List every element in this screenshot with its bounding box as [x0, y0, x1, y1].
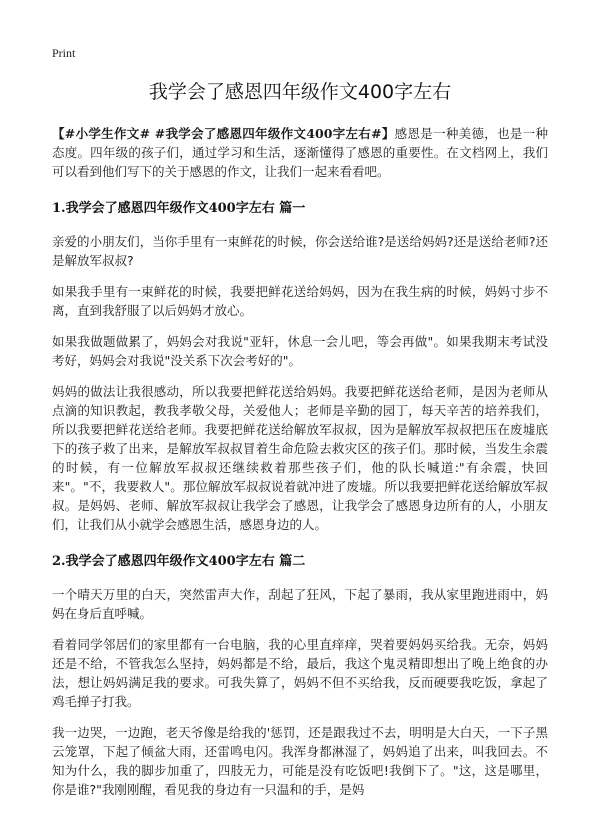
paragraph: 如果我做题做累了，妈妈会对我说"亚轩，休息一会儿吧，等会再做"。如果我期末考试没考好，妈妈会对我说"没关系下次会考好的"。: [52, 334, 548, 368]
section-heading: 2.我学会了感恩四年级作文400字左右 篇二: [52, 554, 306, 569]
paragraph: 看着同学邻居们的家里都有一台电脑，我的心里直痒痒，哭着要妈妈买给我。无奈，妈妈还是不给，不管我怎么坚持，妈妈都是不给，最后，我这个鬼灵精即想出了晚上绝食的办法，想让妈妈满足我的要求。可我失算了，妈妈不但不买给我，反而硬要我吃饭，拿起了鸡毛掸子打我。: [52, 637, 548, 709]
article-body: [52, 124, 548, 811]
section-heading: 1.我学会了感恩四年级作文400字左右 篇一: [52, 201, 306, 216]
article-tags: 【#小学生作文# #我学会了感恩四年级作文400字左右#】: [52, 126, 395, 141]
paragraph: 一个晴天万里的白天，突然雷声大作，刮起了狂风，下起了暴雨，我从家里跑进雨中，妈妈在身后直呼喊。: [52, 587, 548, 621]
intro-paragraph: [52, 124, 548, 181]
paragraph: 亲爱的小朋友们，当你手里有一束鲜花的时候，你会送给谁?是送给妈妈?还是送给老师?还是解放军叔叔?: [52, 234, 548, 268]
paragraph: 我一边哭，一边跑，老天爷像是给我的'惩罚，还是跟我过不去，明明是大白天，一下子黑云笼罩，下起了倾盆大雨，还雷鸣电闪。我浑身都淋湿了，妈妈追了出来，叫我回去。不知为什么，我的脚步加重了，四肢无力，可能是没有吃饭吧!我倒下了。"这，这是哪里，你是谁?"我刚刚醒，看见我的身边有一只温和的手，是妈: [52, 725, 548, 797]
intro-text: 感恩是一种美德，也是一种态度。四年级的孩子们，通过学习和生活，逐渐懂得了感恩的重要性。在文档网上，我们可以看到他们写下的关于感恩的作文，让我们一起来看看吧。: [52, 126, 548, 179]
paragraph: 妈妈的做法让我很感动，所以我要把鲜花送给妈妈。我要把鲜花送给老师，是因为老师从点滴的知识教起，教我孝敬父母，关爱他人；老师是辛勤的园丁，每天辛苦的培养我们，所以我要把鲜花送给老师。我要把鲜花送给解放军叔叔，因为是解放军叔叔把压在废墟底下的孩子救了出来，是解放军叔叔冒着生命危险去救灾区的孩子们。那时候，当发生余震的时候，有一位解放军叔叔还继续救着那些孩子们，他的队长喊道:"有余震，快回来"。"不，我要救人"。那位解放军叔叔说着就冲进了废墟。所以我要把鲜花送给解放军叔叔。是妈妈、老师、解放军叔叔让我学会了感恩，让我学会了感恩身边所有的人，小朋友们，让我们从小就学会感恩生活，感恩身边的人。: [52, 384, 548, 532]
page-title: 我学会了感恩四年级作文400字左右: [148, 81, 452, 103]
paragraph: 如果我手里有一束鲜花的时候，我要把鲜花送给妈妈，因为在我生病的时候，妈妈寸步不离，直到我舒服了以后妈妈才放心。: [52, 284, 548, 318]
print-link[interactable]: Print: [52, 46, 76, 60]
